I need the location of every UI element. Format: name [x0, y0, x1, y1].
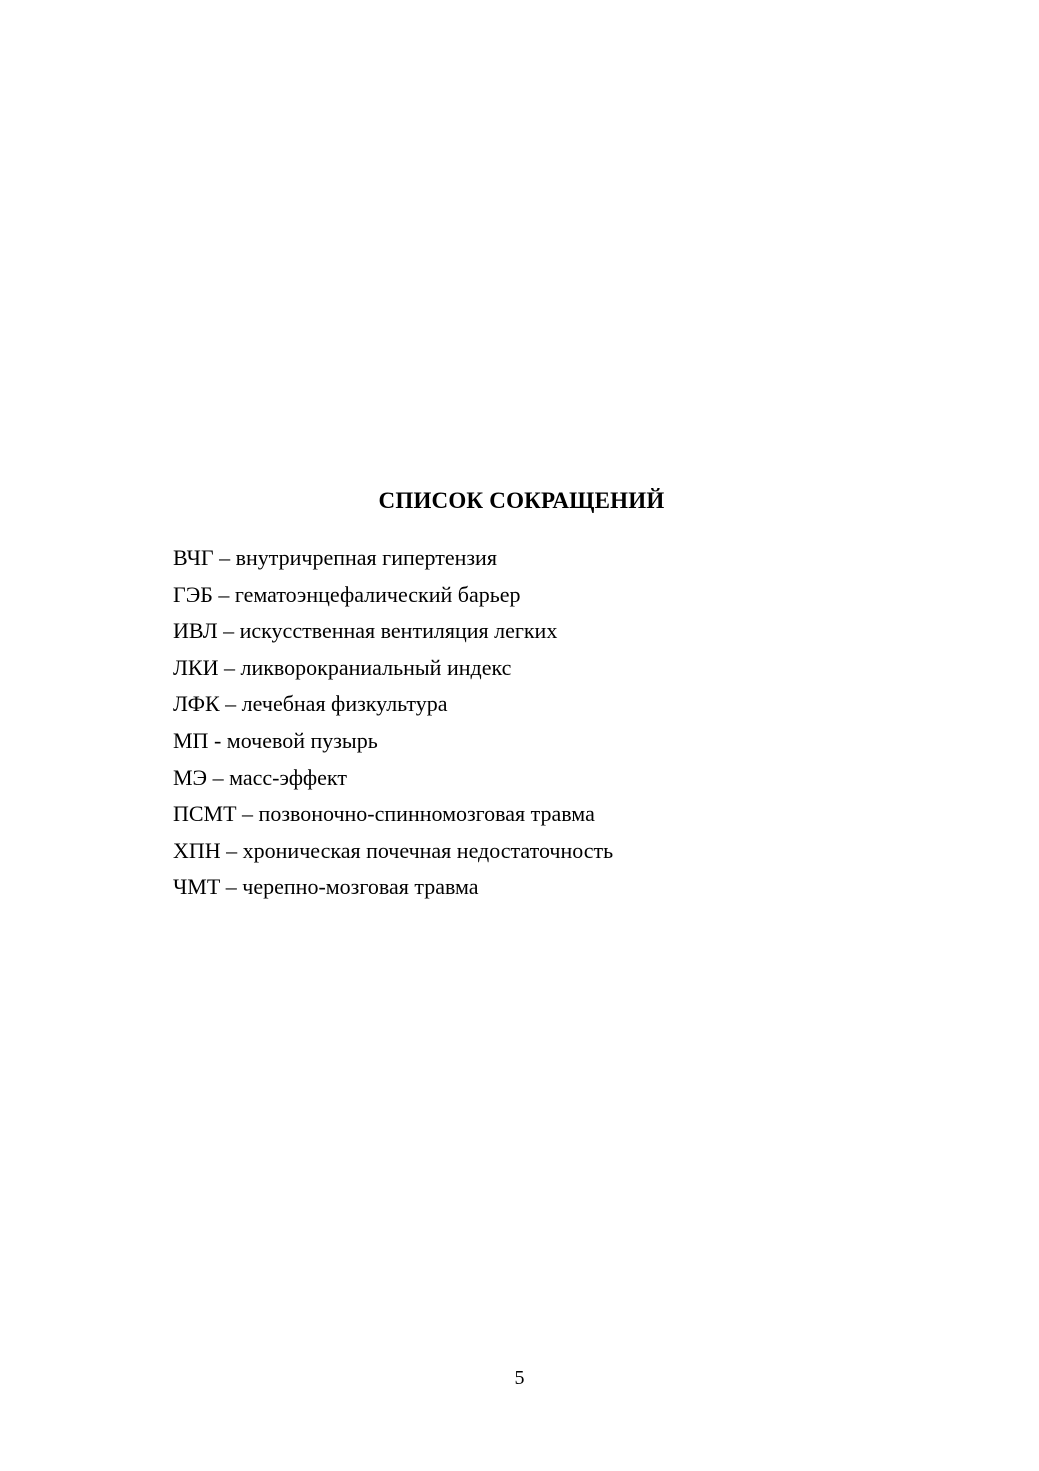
abbreviation-item: ХПН – хроническая почечная недостаточность [173, 837, 614, 863]
page-number: 5 [514, 1367, 525, 1389]
abbreviation-item: ПСМТ – позвоночно-спинномозговая травма [173, 801, 595, 827]
abbreviation-item: МЭ – масс-эффект [173, 764, 347, 790]
abbreviation-item: ГЭБ – гематоэнцефалический барьер [173, 581, 521, 607]
abbreviation-item: МП - мочевой пузырь [173, 727, 378, 753]
abbreviation-list [173, 543, 613, 909]
abbreviation-item: ИВЛ – искусственная вентиляция легких [173, 618, 558, 644]
abbreviation-item: ВЧГ – внутричрепная гипертензия [173, 545, 497, 570]
abbreviation-item: ЛКИ – ликворокраниальный индекс [173, 654, 512, 680]
abbreviation-item: ЧМТ – черепно-мозговая травма [173, 874, 479, 900]
abbreviation-item: ЛФК – лечебная физкультура [173, 691, 448, 717]
page-title: СПИСОК СОКРАЩЕНИЙ [378, 488, 665, 513]
